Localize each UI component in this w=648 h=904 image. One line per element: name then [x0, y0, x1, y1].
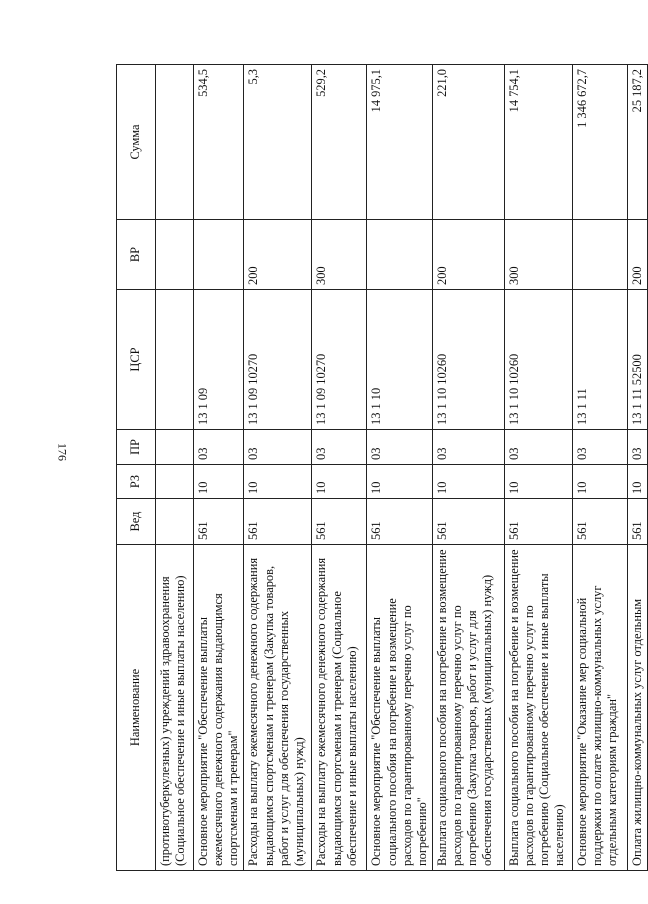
row-ved — [156, 499, 194, 545]
row-ved: 561 — [312, 499, 367, 545]
row-ved: 561 — [572, 499, 627, 545]
row-csr: 13 1 09 — [194, 290, 244, 430]
row-name: Выплата социального пособия на погребение и возмещение расходов по гарантированному перечню услуг по погребению (Закупка товаров, работ и услуг для обеспечения государственных (муниципальных) нужд) — [432, 545, 504, 871]
table-row — [572, 65, 627, 871]
row-pr: 03 — [312, 430, 367, 465]
row-sum: 534,5 — [194, 65, 244, 220]
row-vr — [572, 220, 627, 290]
row-pr: 03 — [367, 430, 433, 465]
row-ved: 561 — [244, 499, 312, 545]
row-ved: 561 — [367, 499, 433, 545]
table-row — [194, 65, 244, 871]
table-row — [432, 65, 504, 871]
row-name: Расходы на выплату ежемесячного денежного содержания выдающимся спортсменам и тренерам (Социальное обеспечение и иные выплаты населению) — [312, 545, 367, 871]
row-name: Выплата социального пособия на погребение и возмещение расходов по гарантированному перечню услуг по погребению (Социальное обеспечение и иные выплаты населению) — [504, 545, 572, 871]
row-ved: 561 — [627, 499, 647, 545]
row-rz: 10 — [504, 465, 572, 499]
row-pr: 03 — [504, 430, 572, 465]
row-rz: 10 — [627, 465, 647, 499]
row-rz: 10 — [194, 465, 244, 499]
budget-table-rotated — [116, 65, 644, 871]
header-csr: ЦСР — [117, 290, 156, 430]
row-rz: 10 — [367, 465, 433, 499]
row-vr — [156, 220, 194, 290]
row-sum: 5,3 — [244, 65, 312, 220]
row-name: Оплата жилищно-коммунальных услуг отдельным — [627, 545, 647, 871]
row-sum: 14 754,1 — [504, 65, 572, 220]
table-header-row — [117, 65, 156, 871]
row-ved: 561 — [194, 499, 244, 545]
row-rz: 10 — [312, 465, 367, 499]
row-vr — [194, 220, 244, 290]
table-row — [504, 65, 572, 871]
row-csr: 13 1 10 10260 — [504, 290, 572, 430]
row-rz: 10 — [572, 465, 627, 499]
table-row — [156, 65, 194, 871]
row-pr — [156, 430, 194, 465]
row-pr: 03 — [432, 430, 504, 465]
row-rz: 10 — [432, 465, 504, 499]
row-pr: 03 — [627, 430, 647, 465]
row-csr: 13 1 10 — [367, 290, 433, 430]
row-name: (противотуберкулезных) учреждений здравоохранения (Социальное обеспечение и иные выплаты населению) — [156, 545, 194, 871]
page-number: 176 — [55, 443, 70, 461]
row-sum: 529,2 — [312, 65, 367, 220]
row-sum: 1 346 672,7 — [572, 65, 627, 220]
row-name: Расходы на выплату ежемесячного денежного содержания выдающимся спортсменам и тренерам (Закупка товаров, работ и услуг для обеспечения государственных (муниципальных) нужд) — [244, 545, 312, 871]
header-name: Наименование — [117, 545, 156, 871]
row-name: Основное мероприятие "Обеспечение выплаты социального пособия на погребение и возмещение расходов по гарантированному перечню услуг по погребению" — [367, 545, 433, 871]
row-vr — [367, 220, 433, 290]
row-ved: 561 — [432, 499, 504, 545]
header-vr: ВР — [117, 220, 156, 290]
row-sum: 221,0 — [432, 65, 504, 220]
header-pr: ПР — [117, 430, 156, 465]
table-row — [312, 65, 367, 871]
row-csr: 13 1 09 10270 — [244, 290, 312, 430]
row-vr: 200 — [244, 220, 312, 290]
row-pr: 03 — [572, 430, 627, 465]
row-sum: 25 187,2 — [627, 65, 647, 220]
row-csr: 13 1 09 10270 — [312, 290, 367, 430]
header-ved: Вед — [117, 499, 156, 545]
row-vr: 200 — [432, 220, 504, 290]
row-csr: 13 1 10 10260 — [432, 290, 504, 430]
row-csr: 13 1 11 — [572, 290, 627, 430]
budget-table — [116, 64, 648, 871]
row-vr: 200 — [627, 220, 647, 290]
row-csr — [156, 290, 194, 430]
table-row — [244, 65, 312, 871]
table-row — [367, 65, 433, 871]
row-sum: 14 975,1 — [367, 65, 433, 220]
header-rz: РЗ — [117, 465, 156, 499]
table-row — [627, 65, 647, 871]
row-sum — [156, 65, 194, 220]
row-vr: 300 — [312, 220, 367, 290]
row-rz — [156, 465, 194, 499]
row-pr: 03 — [194, 430, 244, 465]
row-pr: 03 — [244, 430, 312, 465]
row-ved: 561 — [504, 499, 572, 545]
row-csr: 13 1 11 52500 — [627, 290, 647, 430]
header-sum: Сумма — [117, 65, 156, 220]
row-name: Основное мероприятие "Обеспечение выплаты ежемесячного денежного содержания выдающимся спортсменам и тренерам" — [194, 545, 244, 871]
row-vr: 300 — [504, 220, 572, 290]
row-rz: 10 — [244, 465, 312, 499]
row-name: Основное мероприятие "Оказание мер социальной поддержки по оплате жилищно-коммунальных услуг отдельным категориям граждан" — [572, 545, 627, 871]
